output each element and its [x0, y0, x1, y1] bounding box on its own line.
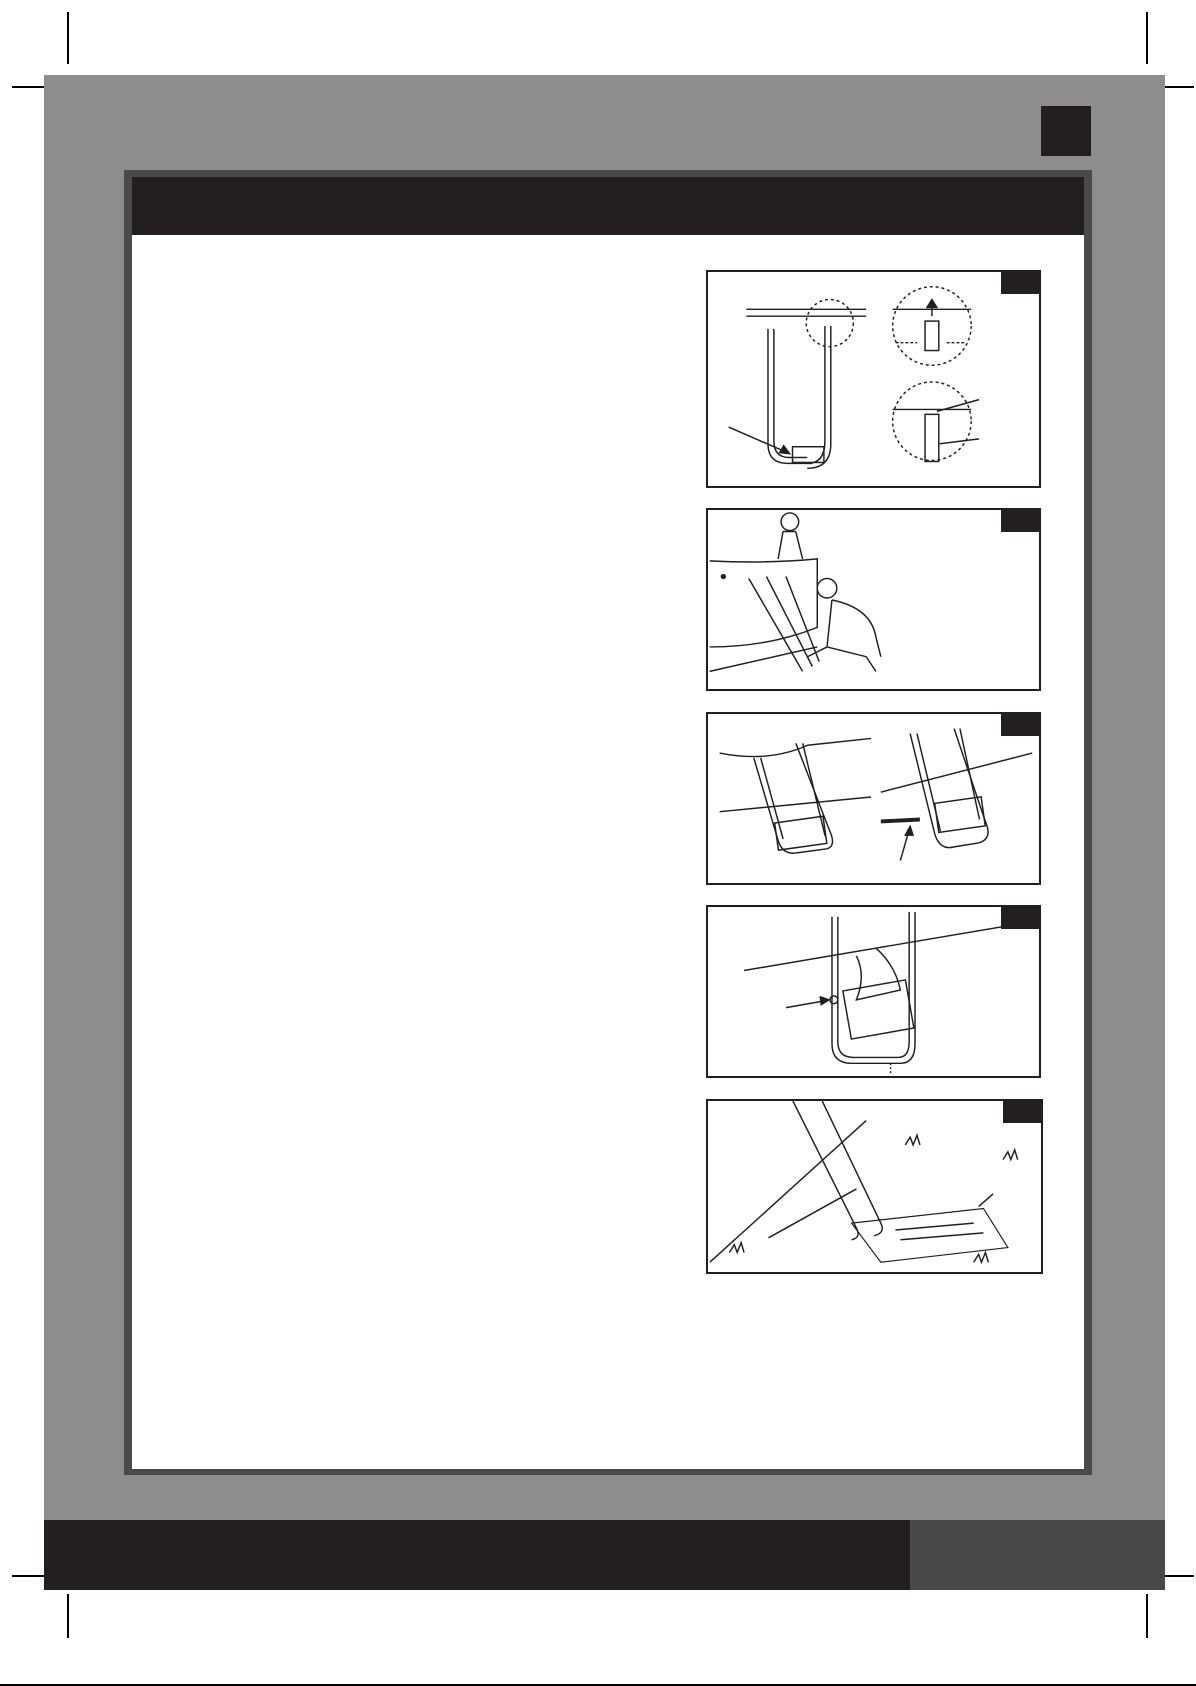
crop-mark [1146, 1594, 1148, 1638]
section-header-bar [132, 177, 1084, 235]
page-number-tab [1041, 106, 1091, 156]
pin-insertion-illustration [708, 714, 1039, 883]
footer-bar [44, 1520, 910, 1590]
figure-ladder-connection [706, 270, 1041, 488]
crop-mark [67, 1594, 69, 1638]
two-people-assembling-illustration [708, 510, 1039, 689]
ladder-connection-illustration [708, 272, 1039, 486]
figure-ladder-assembly [706, 508, 1041, 691]
ladder-on-mat-illustration [708, 1101, 1041, 1272]
footer-tab [910, 1520, 1165, 1590]
crop-mark [1146, 12, 1148, 64]
crop-mark [67, 12, 69, 64]
figure-ladder-foot [706, 905, 1041, 1078]
figure-pin-insertion [706, 712, 1041, 885]
ladder-foot-illustration [708, 907, 1039, 1076]
figure-ladder-on-mat [706, 1099, 1043, 1274]
